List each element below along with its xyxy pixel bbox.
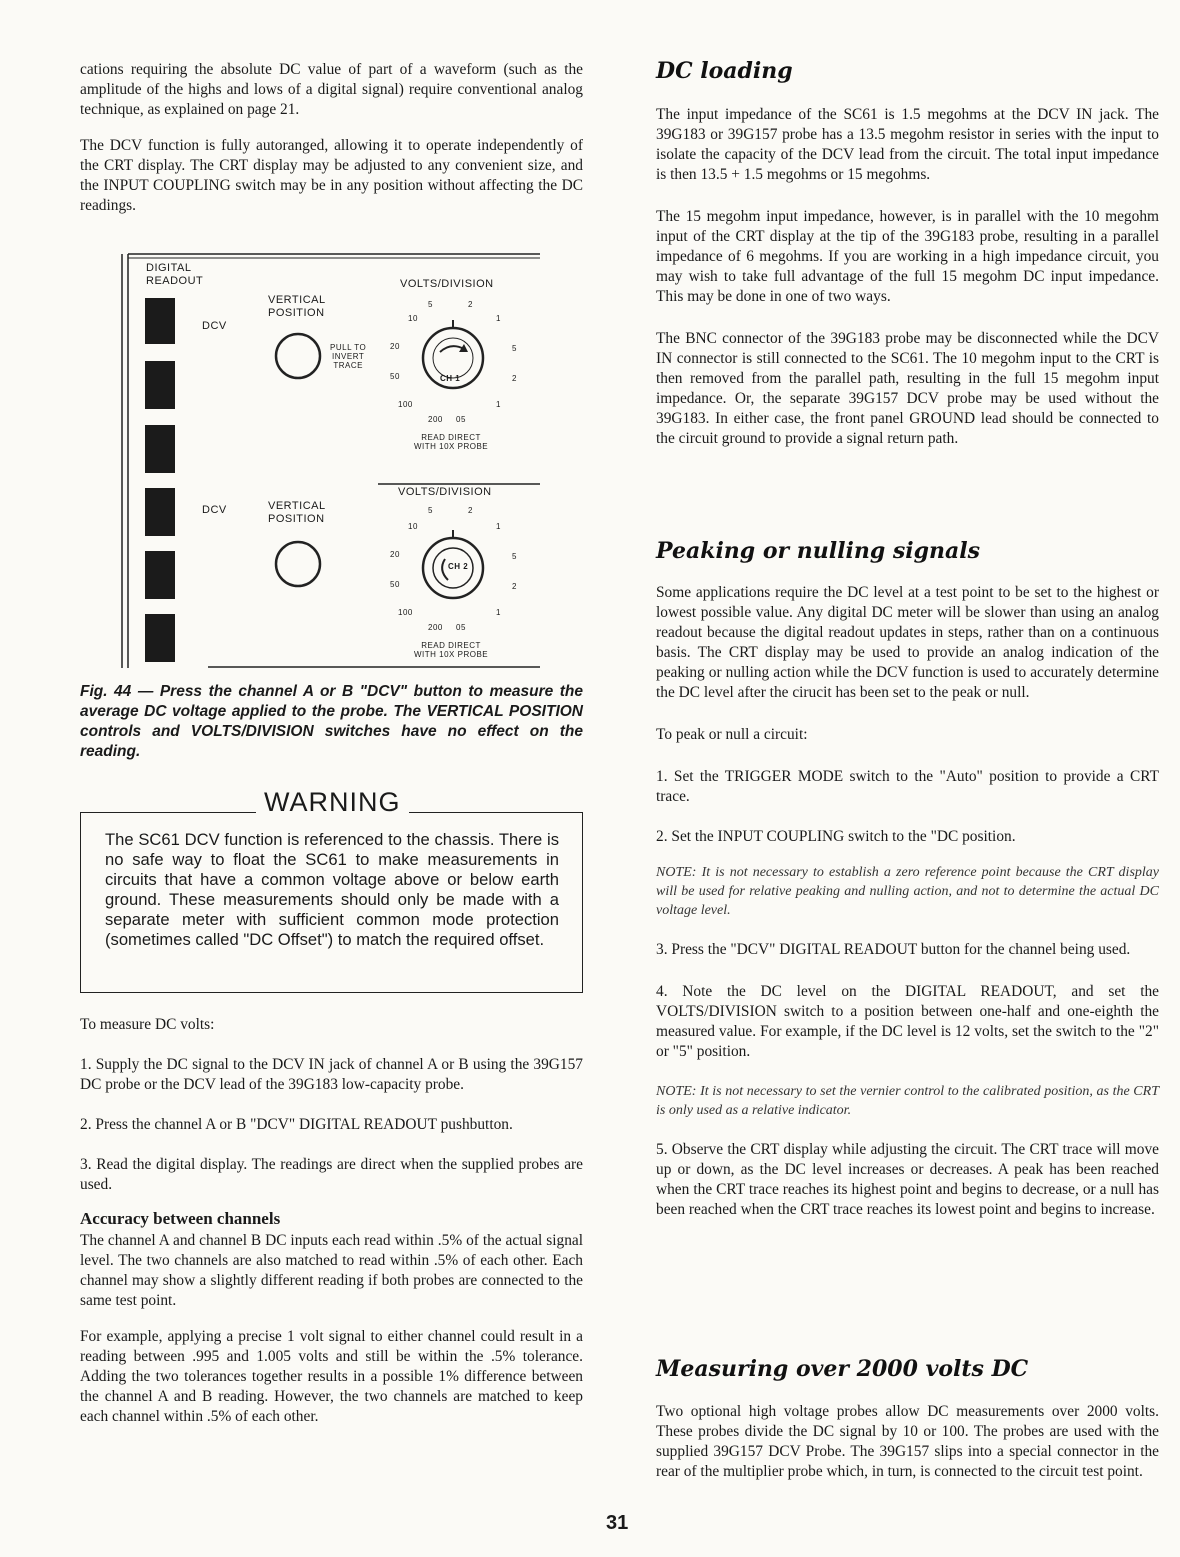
accuracy-heading: Accuracy between channels [80, 1209, 281, 1228]
dcv-a-button [145, 298, 175, 344]
vertical-position-label-b: VERTICAL POSITION [268, 500, 326, 525]
paragraph: The DCV function is fully autoranged, allowing it to operate independently of the CRT display. The CRT display may be adjusted to any convenient size, and the INPUT COUPLING switch may be in any position without affecting the DC readings. [80, 137, 583, 214]
step: 2. Press the channel A or B "DCV" DIGITAL READOUT pushbutton. [80, 1116, 513, 1133]
note: NOTE: It is not necessary to establish a zero reference point because the CRT display will be used for relative peaking and nulling action, and not to determine the actual DC voltage level. [656, 865, 1159, 918]
step: 2. Set the INPUT COUPLING switch to the "DC position. [656, 828, 1016, 845]
paragraph: Two optional high voltage probes allow DC measurements over 2000 volts. These probes divide the DC signal by 10 or 100. The probes are used with the supplied 39G157 DCV Probe. The 39G157 slips into a special connector in the rear of the multiplier probe which, in turn, is connected to the circuit test point. [656, 1403, 1159, 1480]
readout-button [145, 614, 175, 662]
figure-caption: Fig. 44 — Press the channel A or B "DCV" button to measure the average DC voltage applied to the probe. The VERTICAL POSITION controls and VOLTS/DIVISION switches have no effect on the reading. [80, 683, 583, 760]
step: 4. Note the DC level on the DIGITAL READOUT, and set the VOLTS/DIVISION switch to a position between one-half and one-eighth the measured value. For example, if the DC level is 12 volts, set the switch to the "2" or "5" position. [656, 983, 1159, 1060]
step: 5. Observe the CRT display while adjusting the circuit. The CRT trace will move up or down, as the DC level increases or decreases. A peak has been reached when the CRT trace reaches its highest point and begins to decrease, or a null has been reached when the CRT trace reaches its lowest point and begins to increase. [656, 1141, 1159, 1218]
vertical-position-knob-b [276, 542, 320, 586]
step: 1. Supply the DC signal to the DCV IN jack of channel A or B using the 39G157 DC probe or the DCV lead of the 39G183 low-capacity probe. [80, 1056, 583, 1093]
tick-label: 2 [468, 300, 473, 309]
vertical-position-label-a: VERTICAL POSITION [268, 294, 326, 319]
knob-b-channel-label: CH 2 [448, 562, 469, 571]
paragraph: To peak or null a circuit: [656, 726, 808, 743]
digital-readout-label: DIGITAL READOUT [146, 262, 204, 287]
peaking-heading: Peaking or nulling signals [656, 538, 980, 564]
paragraph: For example, applying a precise 1 volt signal to either channel could result in a reading between .995 and 1.005 volts and still be within the .5% tolerance. Adding the two tolerances together results in a possible 1% difference between the channel A and B reading. However, the two channels are matched to keep each channel within .5% of each other. [80, 1328, 583, 1425]
tick-label: 1 [496, 400, 501, 409]
dc-loading-heading: DC loading [656, 58, 793, 84]
tick-label: 100 [398, 400, 413, 409]
tick-label: 20 [390, 550, 400, 559]
tick-label: 5 [428, 506, 433, 515]
tick-label: 5 [512, 552, 517, 561]
step: 3. Read the digital display. The readings are direct when the supplied probes are used. [80, 1156, 583, 1193]
readout-button [145, 361, 175, 409]
tick-label: 200 [428, 415, 443, 424]
readout-button [145, 425, 175, 473]
page-number: 31 [606, 1512, 629, 1534]
paragraph: The BNC connector of the 39G183 probe may be disconnected while the DCV IN connector is still connected to the SC61. The 10 megohm input to the CRT is then removed from the parallel path, resulting in the full 15 megohm input impedance. Or, the separate 39G157 DCV probe may be used without the 39G183. In either case, the front panel GROUND lead should be connected to the circuit ground to provide a signal return path. [656, 330, 1159, 447]
step: 3. Press the "DCV" DIGITAL READOUT button for the channel being used. [656, 941, 1131, 958]
paragraph: The channel A and channel B DC inputs each read within .5% of the actual signal level. The two channels are also matched to read within .5% of each other. Each channel may show a slightly different reading if both probes are connected to the same test point. [80, 1232, 583, 1309]
pull-to-invert-label: PULL TO INVERT TRACE [330, 343, 367, 370]
warning-title: WARNING [256, 787, 409, 818]
note: NOTE: It is not necessary to set the vernier control to the calibrated position, as the CRT is only used as a relative indicator. [656, 1084, 1159, 1118]
dcv-label-b: DCV [202, 504, 227, 516]
left-bottom [80, 1015, 583, 1443]
tick-label: 2 [468, 506, 473, 515]
tick-label: 50 [390, 580, 400, 589]
tick-label: 1 [496, 522, 501, 531]
tick-label: 5 [428, 300, 433, 309]
warning-box [80, 787, 583, 993]
tick-label: 200 [428, 623, 443, 632]
paragraph: cations requiring the absolute DC value of part of a waveform (such as the amplitude of the highs and lows of a digital signal) require conventional analog technique, as explained on page 21. [80, 61, 583, 118]
knob-a-channel-label: CH 1 [440, 374, 461, 383]
tick-label: 1 [496, 608, 501, 617]
dc-loading-section [656, 105, 1159, 465]
tick-label: 05 [456, 415, 466, 424]
tick-label: 10 [408, 314, 418, 323]
tick-label: 10 [408, 522, 418, 531]
dcv-b-button [145, 488, 175, 536]
warning-body: The SC61 DCV function is referenced to the chassis. There is no safe way to float the SC61 to make measurements in circuits that have a common voltage above or below earth ground. These measurements should only be made with a separate meter with sufficient common mode protection (sometimes called "DC Offset") to match the required offset. [105, 830, 559, 949]
over-2000-volts-heading: Measuring over 2000 volts DC [656, 1356, 1029, 1382]
tick-label: 100 [398, 608, 413, 617]
paragraph: To measure DC volts: [80, 1016, 215, 1033]
dcv-label-a: DCV [202, 320, 227, 332]
tick-label: 1 [496, 314, 501, 323]
paragraph: The 15 megohm input impedance, however, is in parallel with the 10 megohm input of the CRT display at the tip of the 39G183 probe, resulting in a parallel impedance of 6 megohms. If you are working in a high impedance circuit, you may wish to take full advantage of the full 15 megohm DC input impedance. This may be done in one of two ways. [656, 208, 1159, 305]
left-intro [80, 60, 583, 232]
tick-label: 5 [512, 344, 517, 353]
peaking-section [656, 583, 1159, 1236]
vertical-position-knob-a [276, 334, 320, 378]
tick-label: 20 [390, 342, 400, 351]
tick-label: 05 [456, 623, 466, 632]
tick-label: 2 [512, 582, 517, 591]
panel-drawing [118, 248, 548, 668]
read-direct-label-a: READ DIRECT WITH 10X PROBE [414, 433, 489, 451]
paragraph: The input impedance of the SC61 is 1.5 megohms at the DCV IN jack. The 39G183 or 39G157 probe has a 13.5 megohm resistor in series with the input to isolate the capacity of the DCV lead from the circuit. The total input impedance is then 13.5 + 1.5 megohms or 15 megohms. [656, 106, 1159, 183]
paragraph: Some applications require the DC level at a test point to be set to the highest or lowest possible value. Any digital DC meter will be slower than using an analog readout because the digital readout updates in steps, rather than on a continuous basis. The CRT display may be used to provide an analog indication of the peaking or nulling action while the DCV function is used to accurately determine the DC level after the cirucit has been set to the peak or null. [656, 584, 1159, 701]
volts-division-label-b: VOLTS/DIVISION [398, 486, 492, 498]
step: 1. Set the TRIGGER MODE switch to the "Auto" position to provide a CRT trace. [656, 768, 1159, 805]
tick-label: 2 [512, 374, 517, 383]
read-direct-label-b: READ DIRECT WITH 10X PROBE [414, 641, 489, 659]
readout-button [145, 551, 175, 599]
over-2000-volts-section [656, 1402, 1159, 1498]
tick-label: 50 [390, 372, 400, 381]
figure-44-panel-diagram [118, 248, 548, 668]
volts-division-label-a: VOLTS/DIVISION [400, 278, 494, 290]
